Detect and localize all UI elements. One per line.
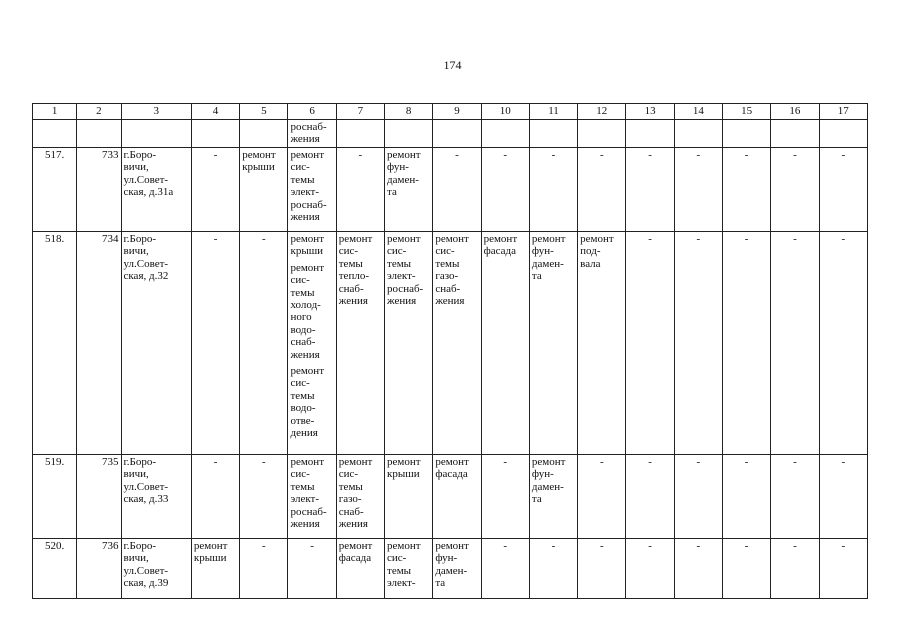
table-cell [819,148,867,232]
table-cell [771,120,819,148]
column-header: 16 [771,104,819,120]
table-cell [771,455,819,539]
cell-text: роснаб- жения [290,121,327,146]
cell-text: - [599,456,604,468]
table-cell [674,232,722,455]
table-cell [674,120,722,148]
table-cell [674,539,722,599]
table-cell [33,455,77,539]
table-cell [529,232,577,455]
table-cell [626,455,674,539]
cell-text: 518. [45,233,65,245]
cell-text: - [793,233,797,245]
table-cell [819,455,867,539]
cell-text: - [503,540,508,552]
table-cell [240,148,288,232]
table-cell [191,539,239,599]
column-header: 6 [288,104,336,120]
table-cell [626,120,674,148]
table-cell [336,232,384,455]
table-cell [191,232,239,455]
cell-text: - [213,456,218,468]
table-cell [481,455,529,539]
table-cell [626,148,674,232]
table-cell [819,539,867,599]
cell-text: - [213,149,218,161]
table-cell [121,455,191,539]
column-header: 12 [578,104,626,120]
cell-text: - [841,456,846,468]
table-cell [723,455,771,539]
cell-text: - [648,540,652,552]
table-row [33,539,868,599]
table-cell [33,232,77,455]
table-cell [288,148,336,232]
table-cell [626,232,674,455]
cell-text: - [261,456,266,468]
cell-text: ремонт фун- дамен- та [531,233,566,283]
column-header: 8 [385,104,433,120]
table-cell [121,539,191,599]
table-cell [433,539,481,599]
table-cell [385,232,433,455]
cell-text: ремонт фасада [483,233,518,258]
table-cell [481,232,529,455]
cell-text: - [648,456,652,468]
table-cell [771,539,819,599]
table-cell [819,120,867,148]
cell-text: - [551,149,556,161]
table-cell [33,148,77,232]
table-row [33,455,868,539]
column-header: 11 [529,104,577,120]
cell-text: ремонт сис- темы элект- роснаб- жения [387,233,424,308]
table-cell [240,455,288,539]
table-cell [385,120,433,148]
cell-text: - [261,540,266,552]
table-cell [336,455,384,539]
cell-text: ремонт сис- темы элект- роснаб- жения [290,149,327,224]
table-cell [529,120,577,148]
cell-text: ремонт крыши [193,540,228,565]
table-cell [578,455,626,539]
column-header: 17 [819,104,867,120]
table-cell [385,539,433,599]
table-cell [578,148,626,232]
cell-text: - [261,233,266,245]
cell-text: ремонт сис- темы элект- роснаб- жения [290,456,327,531]
cell-text: 736 [102,540,119,552]
cell-text: ремонт сис- темы водо- отве- дения [290,365,325,440]
table-cell [481,148,529,232]
cell-text: - [696,233,701,245]
cell-text: ремонт сис- темы холод- ного водо- снаб- жения [290,261,325,361]
cell-text: ремонт крыши [290,233,325,258]
table-cell [121,148,191,232]
cell-text: - [358,149,363,161]
cell-text: - [744,233,749,245]
cell-text: - [793,540,797,552]
capital-repair-table [32,103,868,599]
column-header: 2 [77,104,121,120]
cell-text: г.Боро- вичи, ул.Совет- ская, д.39 [123,540,169,590]
table-cell [336,120,384,148]
cell-text: ремонт крыши [242,149,276,174]
cell-text: - [744,149,749,161]
cell-text: 520. [45,540,65,552]
table-cell [433,232,481,455]
table-cell [529,455,577,539]
cell-text: г.Боро- вичи, ул.Совет- ская, д.32 [123,233,169,283]
table-cell [578,120,626,148]
cell-text: г.Боро- вичи, ул.Совет- ская, д.33 [123,456,169,506]
table-cell [578,539,626,599]
cell-text: - [310,540,314,552]
cell-text: ремонт крыши [387,456,421,481]
cell-text: ремонт фасада [435,456,469,481]
cell-text: - [841,540,846,552]
table-cell [626,539,674,599]
table-cell [433,148,481,232]
table-cell [481,539,529,599]
column-header: 10 [481,104,529,120]
table-row [33,120,868,148]
header-row [33,104,868,120]
table-cell [336,148,384,232]
cell-text: - [599,540,604,552]
table-row [33,148,868,232]
cell-text: - [841,149,846,161]
cell-text: - [793,149,797,161]
table-cell [191,148,239,232]
table-cell [771,232,819,455]
cell-text: ремонт фун- дамен- та [531,456,566,506]
cell-text: ремонт фасада [338,540,373,565]
cell-text: - [744,540,749,552]
table-cell [481,120,529,148]
cell-text: ремонт сис- темы газо- снаб- жения [435,233,469,308]
cell-text: - [696,456,701,468]
column-header: 5 [240,104,288,120]
table-cell [240,539,288,599]
table-body [33,120,868,599]
column-header: 7 [336,104,384,120]
cell-text: - [213,233,218,245]
table-cell [77,120,121,148]
column-header: 9 [433,104,481,120]
table-cell [674,455,722,539]
table-cell [819,232,867,455]
cell-text: 733 [102,149,119,161]
column-header: 1 [33,104,77,120]
cell-text: ремонт под- вала [580,233,614,270]
table-cell [723,120,771,148]
table-cell [240,120,288,148]
table-cell [77,455,121,539]
cell-text: - [599,149,604,161]
table-cell [433,455,481,539]
table-cell [288,539,336,599]
cell-text: - [793,456,797,468]
cell-text: - [648,149,652,161]
table-cell [121,232,191,455]
table-cell [771,148,819,232]
cell-text: - [841,233,846,245]
column-header: 3 [121,104,191,120]
column-header: 14 [674,104,722,120]
cell-text: - [455,149,459,161]
table-cell [385,148,433,232]
table-cell [336,539,384,599]
table-cell [529,539,577,599]
table-cell [674,148,722,232]
table-cell [240,232,288,455]
table-cell [578,232,626,455]
table-cell [723,539,771,599]
cell-text: 735 [102,456,119,468]
cell-text: ремонт сис- темы тепло- снаб- жения [338,233,373,308]
table-cell [77,539,121,599]
cell-text: ремонт фун- дамен- та [387,149,421,199]
table-cell [433,120,481,148]
table-cell [33,120,77,148]
table-cell [288,455,336,539]
cell-text: - [503,149,508,161]
table-cell [529,148,577,232]
cell-text: - [503,456,508,468]
cell-text: ремонт сис- темы элект- [387,540,421,590]
cell-text: 517. [45,149,65,161]
cell-text: ремонт фун- дамен- та [435,540,469,590]
table-cell [33,539,77,599]
cell-text: 519. [45,456,65,468]
cell-text: ремонт сис- темы газо- снаб- жения [338,456,373,531]
column-header: 4 [191,104,239,120]
table-cell [121,120,191,148]
table-cell [385,455,433,539]
cell-text: - [744,456,749,468]
table-cell [723,148,771,232]
column-header: 13 [626,104,674,120]
table-cell [288,232,336,455]
table-cell [191,120,239,148]
cell-text: - [696,540,701,552]
cell-text: 734 [102,233,119,245]
table-cell [77,148,121,232]
cell-text: - [551,540,556,552]
table-cell [191,455,239,539]
column-header: 15 [723,104,771,120]
cell-text: - [648,233,652,245]
cell-text: - [696,149,701,161]
table-cell [77,232,121,455]
cell-text: г.Боро- вичи, ул.Совет- ская, д.31а [123,149,174,199]
page-number: 174 [443,58,462,72]
table-cell [288,120,336,148]
table-row [33,232,868,455]
table-cell [723,232,771,455]
